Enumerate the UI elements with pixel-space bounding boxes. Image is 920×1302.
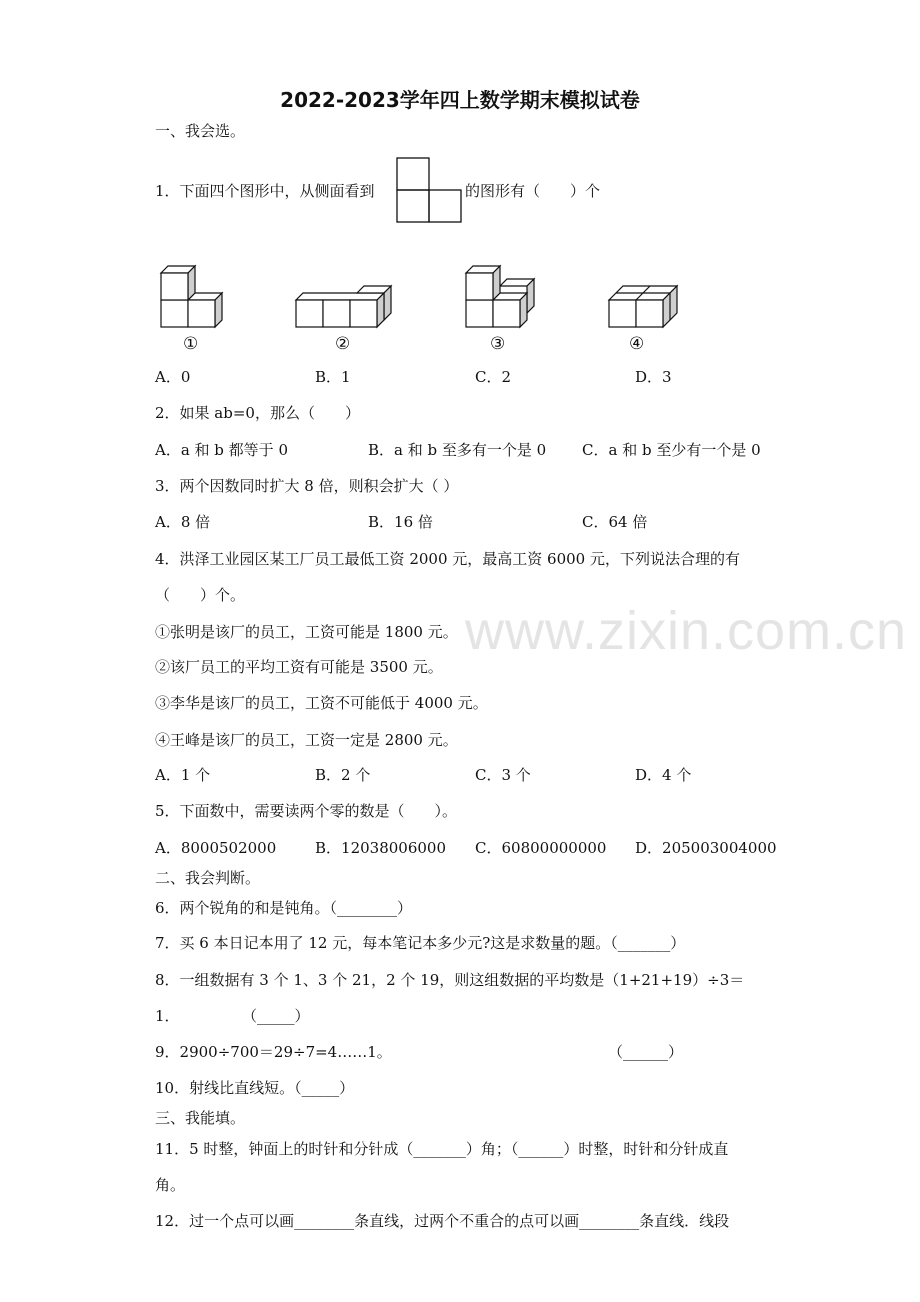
- q5-stem: 5．下面数中，需要读两个零的数是（ ）。: [155, 802, 458, 820]
- section-heading-3: 三、我能填。: [155, 1109, 246, 1127]
- q9-stem: 9．2900÷700＝29÷7=4……1。: [155, 1043, 392, 1061]
- q4-statement-4: ④王峰是该厂的员工，工资一定是 2800 元。: [155, 731, 458, 749]
- q4-option-c: C．3 个: [475, 766, 531, 784]
- cube-figure-1: [158, 258, 232, 332]
- q5-option-d: D．205003004000: [635, 839, 777, 857]
- q11-line1: 11．5 时整，钟面上的时针和分针成（_______）角；（______）时整，时针和分针成直: [155, 1140, 729, 1158]
- q3-stem: 3．两个因数同时扩大 8 倍，则积会扩大（ ）: [155, 477, 459, 495]
- q4-statement-3: ③李华是该厂的员工，工资不可能低于 4000 元。: [155, 694, 488, 712]
- q10-text: 10．射线比直线短。（_____）: [155, 1079, 355, 1097]
- q1-option-d: D．3: [635, 368, 672, 386]
- side-view-figure: [396, 157, 464, 225]
- q4-option-b: B．2 个: [315, 766, 371, 784]
- q1-option-c: C．2: [475, 368, 512, 386]
- section-heading-1: 一、我会选。: [155, 122, 246, 140]
- q1-option-a: A．0: [155, 368, 191, 386]
- q12-text: 12．过一个点可以画________条直线，过两个不重合的点可以画________条直线．线段: [155, 1212, 730, 1230]
- q2-stem: 2．如果 ab=0，那么（ ）: [155, 404, 360, 422]
- q7-text: 7．买 6 本日记本用了 12 元，每本笔记本多少元?这是求数量的题。（_______）: [155, 934, 686, 952]
- q5-option-b: B．12038006000: [315, 839, 447, 857]
- cube-figure-3: [463, 258, 543, 332]
- q4-stem-line2: （ ）个。: [155, 586, 246, 604]
- q3-option-a: A．8 倍: [155, 513, 211, 531]
- q4-option-a: A．1 个: [155, 766, 211, 784]
- q5-option-a: A．8000502000: [155, 839, 277, 857]
- figure-label-4: ④: [629, 334, 645, 354]
- q1-option-b: B．1: [315, 368, 351, 386]
- figure-label-1: ①: [183, 334, 199, 354]
- q8-line2-answer: 1．: [155, 1007, 180, 1025]
- figure-label-2: ②: [335, 334, 351, 354]
- page-title: 2022-2023学年四上数学期末模拟试卷: [280, 88, 640, 112]
- figure-label-3: ③: [490, 334, 506, 354]
- q1-stem-post: 的图形有（ ）个: [465, 182, 601, 200]
- cube-figure-2: [293, 280, 397, 332]
- q1-stem-pre: 1．下面四个图形中，从侧面看到: [155, 182, 375, 200]
- watermark: www.zixin.com.cn: [465, 601, 908, 661]
- q8-line1: 8．一组数据有 3 个 1、3 个 21，2 个 19，则这组数据的平均数是（1+21+19）÷3＝: [155, 971, 745, 989]
- q3-option-c: C．64 倍: [582, 513, 648, 531]
- section-heading-2: 二、我会判断。: [155, 869, 261, 887]
- q2-option-a: A．a 和 b 都等于 0: [155, 441, 288, 459]
- q3-option-b: B．16 倍: [368, 513, 433, 531]
- q6-text: 6．两个锐角的和是钝角。（________）: [155, 899, 413, 917]
- q8-blank: （_____）: [242, 1007, 310, 1025]
- q9-blank: （______）: [608, 1043, 684, 1061]
- q4-statement-2: ②该厂员工的平均工资有可能是 3500 元。: [155, 658, 443, 676]
- q11-line2: 角。: [155, 1176, 186, 1194]
- cube-figure-4: [606, 278, 686, 332]
- q2-option-c: C．a 和 b 至少有一个是 0: [582, 441, 761, 459]
- q5-option-c: C．60800000000: [475, 839, 607, 857]
- q2-option-b: B．a 和 b 至多有一个是 0: [368, 441, 547, 459]
- q4-option-d: D．4 个: [635, 766, 692, 784]
- q4-stem-line1: 4．洪泽工业园区某工厂员工最低工资 2000 元，最高工资 6000 元，下列说法合理的有: [155, 550, 740, 568]
- q4-statement-1: ①张明是该厂的员工，工资可能是 1800 元。: [155, 623, 458, 641]
